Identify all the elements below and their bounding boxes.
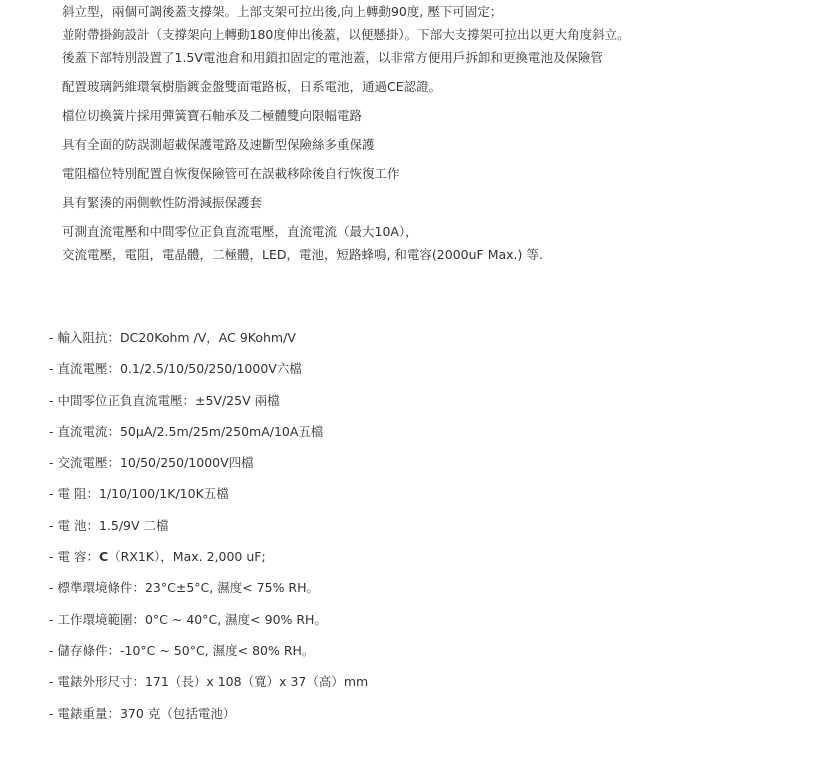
feature-line: 配置玻璃鈣維環氧樹脂鍍金盤雙面電路板，日系電池，通過CE認證。 — [62, 79, 442, 94]
spec-capacitance-value: （RX1K），Max. 2,000 uF; — [108, 549, 266, 565]
spec-capacitance — [49, 545, 819, 576]
spec-dimensions: - 電錶外形尺寸：171（長）x 108（寬）x 37（高）mm — [49, 674, 369, 690]
spec-center-zero-dc-voltage: - 中間零位正負直流電壓：±5V/25V 兩檔 — [49, 392, 280, 408]
spec-dc-voltage: - 直流電壓：0.1/2.5/10/50/250/1000V六檔 — [49, 361, 302, 377]
spec-dc-current: - 直流電流：50μA/2.5m/25m/250mA/10A五檔 — [49, 423, 324, 439]
spec-standard-environment: - 標準環境條件：23°C±5°C, 濕度< 75% RH。 — [49, 580, 320, 596]
spec-operating-environment: - 工作環境範圍：0°C ~ 40°C, 濕度< 90% RH。 — [49, 611, 327, 627]
feature-line — [62, 243, 822, 266]
feature-line: 電阻檔位特別配置自恢復保險管可在誤載移除後自行恢復工作 — [62, 166, 400, 181]
feature-line: 並附帶掛鉤設計（支撐架向上轉動180度伸出後蓋，以便懸掛）。下部大支撐架可拉出以更大角度斜立。 — [62, 27, 630, 42]
spec-list — [49, 326, 819, 733]
spec-capacitance-bold-c: C — [98, 549, 109, 565]
feature-line: 具有緊湊的兩側軟性防滑減振保護套 — [62, 195, 263, 210]
spec-battery: - 電 池：1.5/9V 二檔 — [49, 517, 169, 533]
spec-ac-voltage: - 交流電壓：10/50/250/1000V四檔 — [49, 455, 254, 471]
spec-weight: - 電錶重量：370 克（包括電池） — [49, 705, 236, 721]
feature-line: 後蓋下部特別設置了1.5V電池倉和用鎖扣固定的電池蓋，以非常方便用戶拆卸和更換電池及保險管 — [62, 50, 603, 65]
spec-resistance: - 電 阻：1/10/100/1K/10K五檔 — [49, 486, 229, 502]
feature-line: 具有全面的防誤測超載保護電路及速斷型保險絲多重保護 — [62, 137, 375, 152]
spec-input-impedance: - 輸入阻抗：DC20Kohm /V，AC 9Kohm/V — [49, 330, 296, 345]
feature-line: 可測直流電壓和中間零位正負直流電壓，直流電流（最大10A）， — [62, 224, 418, 239]
feature-list — [62, 0, 822, 266]
feature-line: 斜立型，兩個可調後蓋支撐架。上部支架可拉出後,向上轉動90度, 壓下可固定； — [62, 4, 503, 19]
feature-text: 交流電壓，電阻，電晶體，二極體，LED，電池，短路蜂鳴, 和電容(2000uF Max.) 等. — [62, 247, 543, 262]
spec-storage-conditions: - 儲存條件：-10°C ~ 50°C, 濕度< 80% RH。 — [49, 642, 315, 658]
feature-line: 檔位切換簧片採用彈簧寶石軸承及二極體雙向限幅電路 — [62, 108, 363, 123]
spec-capacitance-label: - 電 容： — [49, 549, 99, 565]
